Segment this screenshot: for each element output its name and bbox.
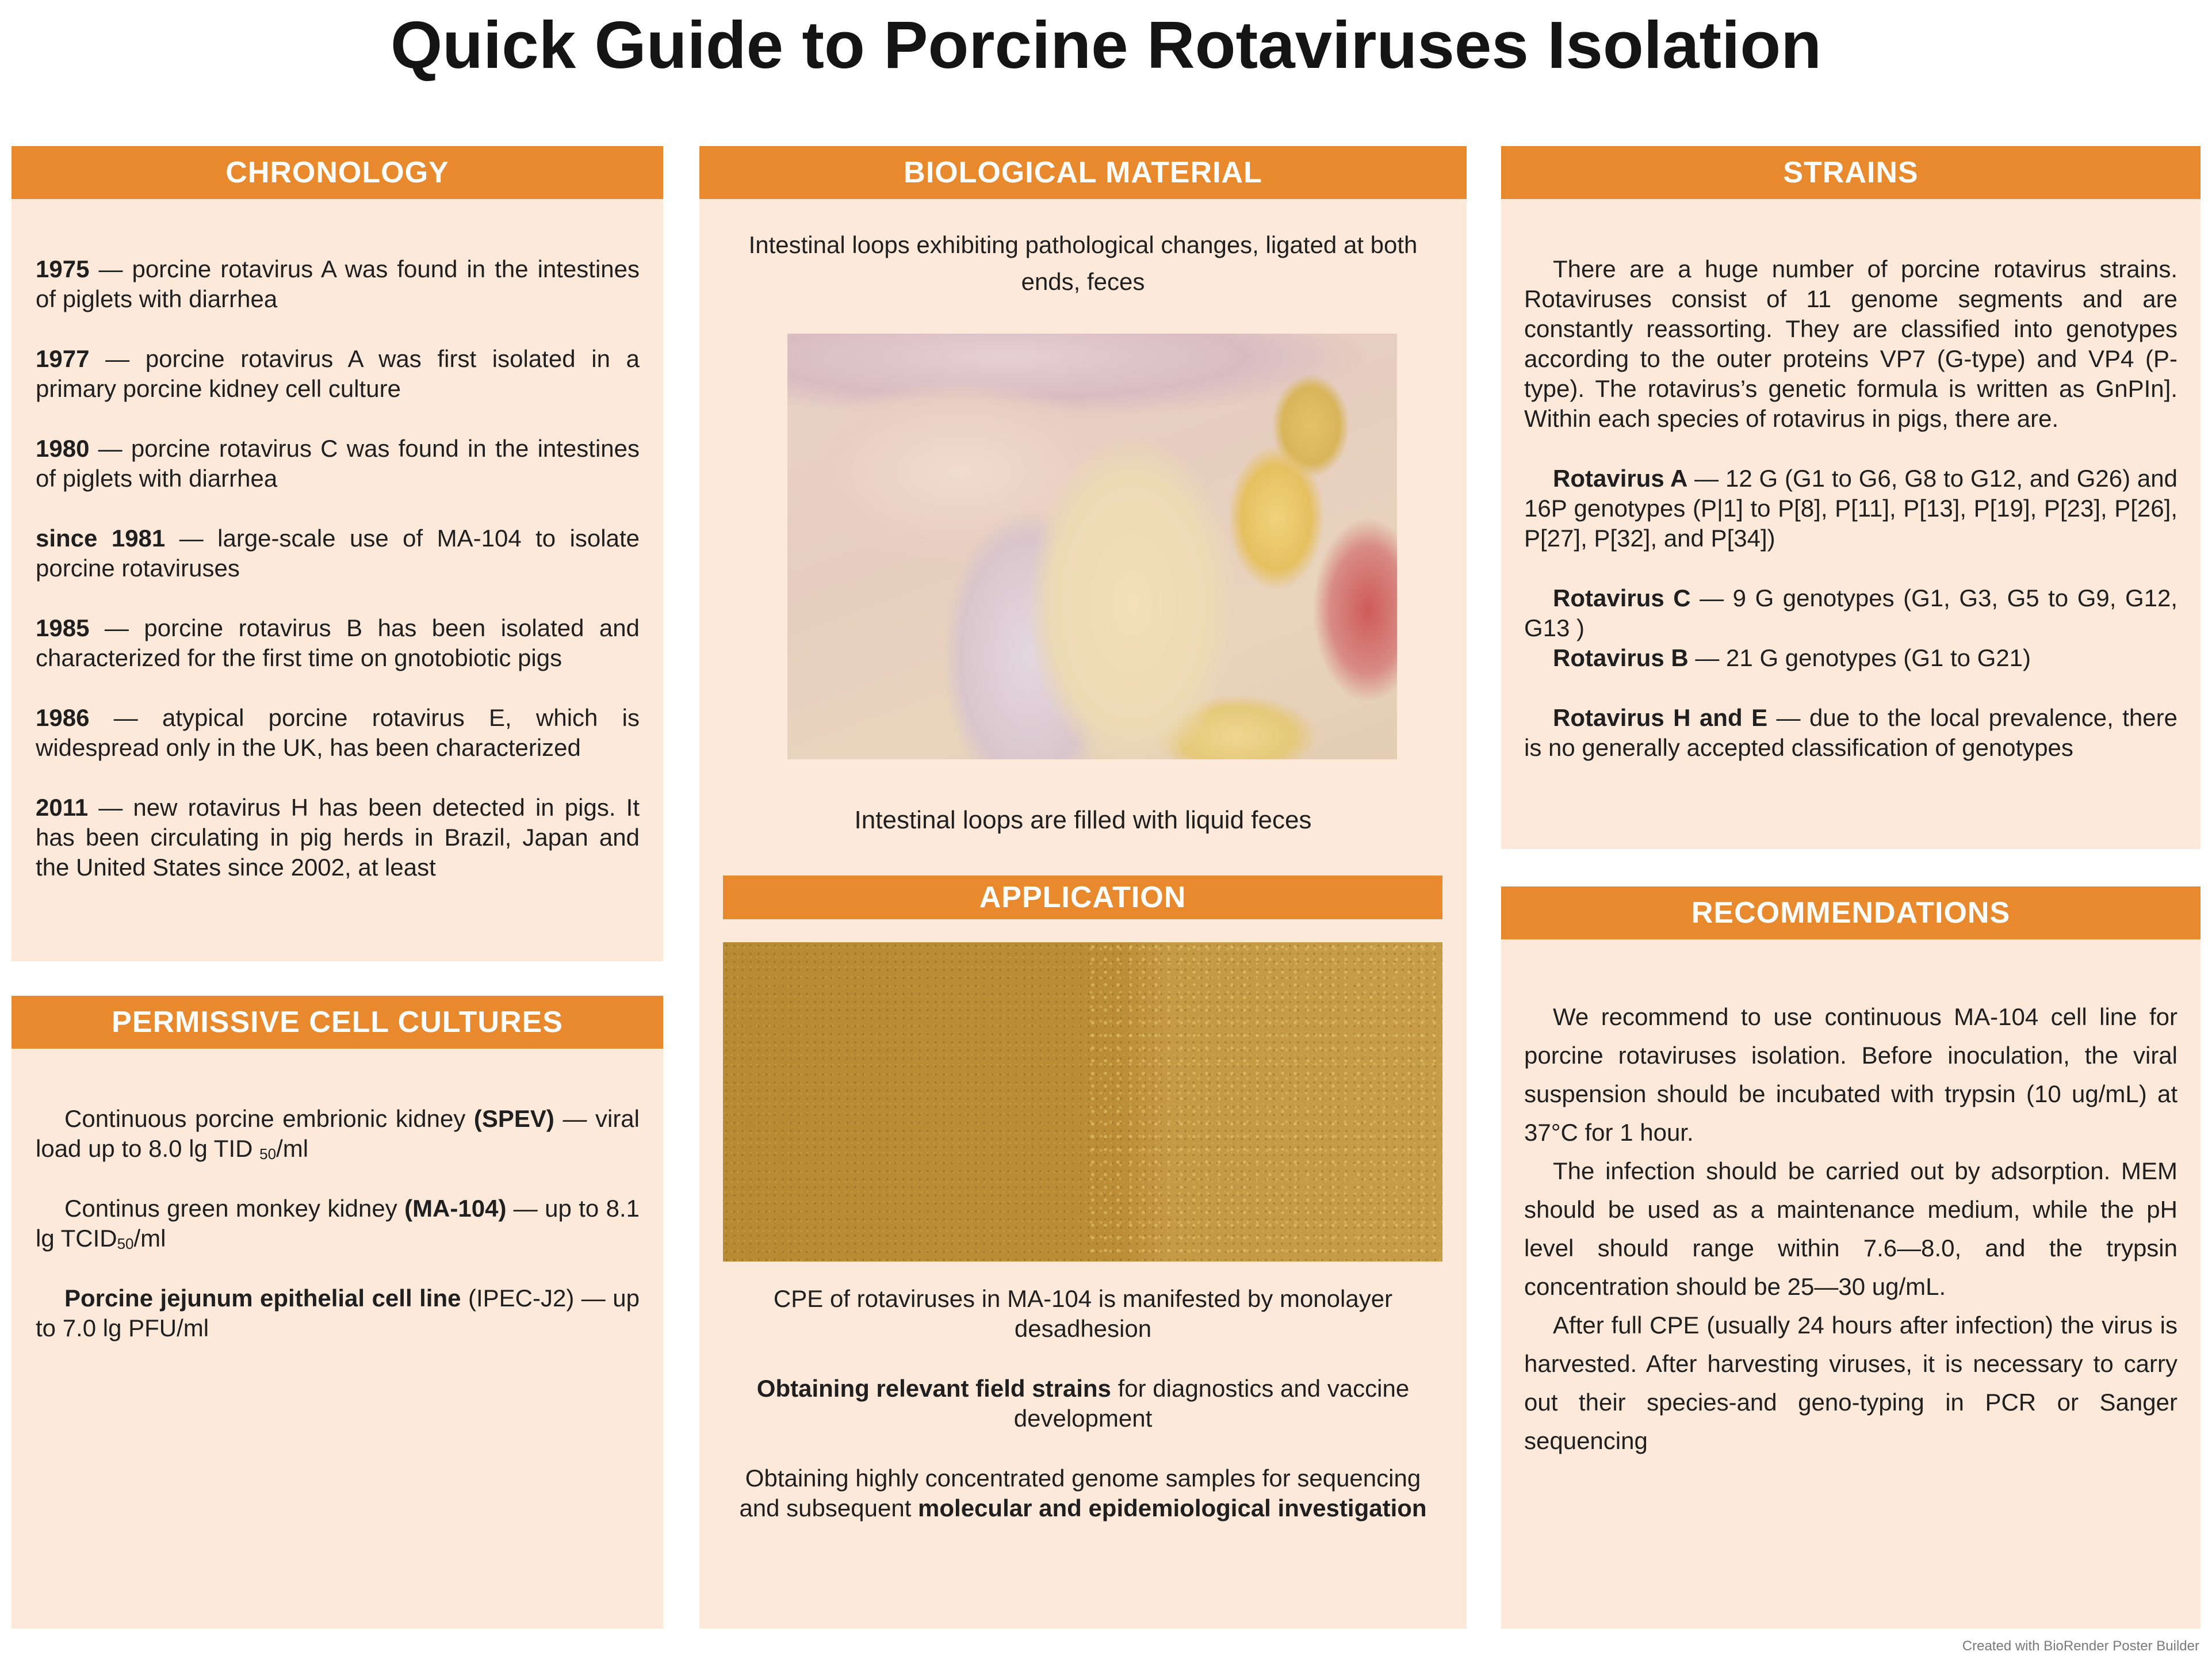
strains-header: STRAINS (1501, 146, 2200, 199)
permissive-item-ipec: Porcine jejunum epithelial cell line (IPEC-J2) — up to 7.0 lg PFU/ml (36, 1285, 640, 1341)
biological-caption: Intestinal loops are filled with liquid feces (854, 806, 1312, 834)
poster-title: Quick Guide to Porcine Rotaviruses Isolation (390, 7, 1822, 82)
strains-rotavirus-b: Rotavirus B — 21 G genotypes (G1 to G21) (1553, 644, 2031, 671)
chronology-list (36, 254, 640, 882)
permissive-item-ma104: Continus green monkey kidney (MA-104) — up to 8.1 $\lg TCID_{50}/ml$ (36, 1195, 640, 1252)
chronology-entry: since 1981 — large-scale use of MA-104 to isolate porcine rotaviruses (36, 525, 640, 582)
recommendations-p1: We recommend to use continuous MA-104 cell line for porcine rotaviruses isolation. Before inoculation, the viral suspension should be incubated with trypsin (10 ug/mL) at 37°C for 1 hour. (1524, 1003, 2177, 1146)
chronology-entry: 1985 — porcine rotavirus B has been isolated and characterized for the first time on gnotobiotic pigs (36, 614, 640, 671)
chronology-entry: 1986 — atypical porcine rotavirus E, which is widespread only in the UK, has been characterized (36, 704, 640, 761)
application-cpe: CPE of rotaviruses in MA-104 is manifested by monolayer desadhesion (773, 1285, 1393, 1342)
chronology-entry: 1975 — porcine rotavirus A was found in the intestines of piglets with diarrhea (36, 255, 640, 312)
biological-intro: Intestinal loops exhibiting pathological changes, ligated at both ends, feces (748, 231, 1418, 295)
chronology-entry: 2011 — new rotavirus H has been detected in pigs. It has been circulating in pig herds in Brazil, Japan and the United States since 2002, at least (36, 794, 640, 881)
chronology-entry: 1980 — porcine rotavirus C was found in the intestines of piglets with diarrhea (36, 435, 640, 492)
application-header: APPLICATION (723, 876, 1442, 919)
biological-header: BIOLOGICAL MATERIAL (699, 146, 1467, 199)
recommendations-header: RECOMMENDATIONS (1501, 886, 2200, 939)
application-list (734, 1284, 1432, 1523)
intestinal-loops-photo (787, 334, 1397, 759)
application-genome-samples: Obtaining highly concentrated genome samples for sequencing and subsequent molecular and epidemiological investigation (739, 1465, 1427, 1522)
recommendations-p3: After full CPE (usually 24 hours after infection) the virus is harvested. After harvesting viruses, it is necessary to carry out their species-and geno-typing in PCR or Sanger sequencing (1524, 1312, 2177, 1454)
strains-rotavirus-a: Rotavirus A — 12 G (G1 to G6, G8 to G12, and G26) and 16P genotypes (P|1] to P[8], P[11], P[13], P[19], P[23], P[26], P[27], P[32], and P[34]) (1524, 465, 2177, 552)
strains-rotavirus-c: Rotavirus C — 9 G genotypes (G1, G3, G5 to G9, G12, G13 ) (1524, 584, 2177, 641)
permissive-item-spev: Continuous porcine embrionic kidney (SPEV) — viral load up to 8.0 lg TID $_{50}$/ml (36, 1105, 640, 1163)
application-field-strains: Obtaining relevant field strains for diagnostics and vaccine development (756, 1375, 1410, 1432)
chronology-entry: 1977 — porcine rotavirus A was first isolated in a primary porcine kidney cell culture (36, 345, 640, 402)
biorender-credit: Created with BioRender Poster Builder (1962, 1638, 2199, 1654)
permissive-list (36, 1104, 640, 1343)
recommendations-text (1524, 997, 2177, 1460)
permissive-header: PERMISSIVE CELL CULTURES (12, 996, 663, 1049)
strains-intro: There are a huge number of porcine rotavirus strains. Rotaviruses consist of 11 genome segments and are constantly reassorting. They are classified into genotypes according to the outer proteins VP7 (G-type) and VP4 (P-type). The rotavirus’s genetic formula is written as GnPIn]. Within each species of rotavirus in pigs, there are. (1524, 255, 2177, 432)
recommendations-p2: The infection should be carried out by adsorption. MEM should be used as a maintenance medium, while the pH level should range within 7.6—8.0, and the trypsin concentration should be 25—30 ug/mL. (1524, 1157, 2177, 1300)
cpe-affected-area (1088, 942, 1442, 1262)
chronology-header: CHRONOLOGY (12, 146, 663, 199)
strains-text (1524, 254, 2177, 763)
ma104-cpe-micrograph (723, 942, 1442, 1262)
strains-rotavirus-he: Rotavirus H and E — due to the local prevalence, there is no generally accepted classification of genotypes (1524, 704, 2177, 761)
